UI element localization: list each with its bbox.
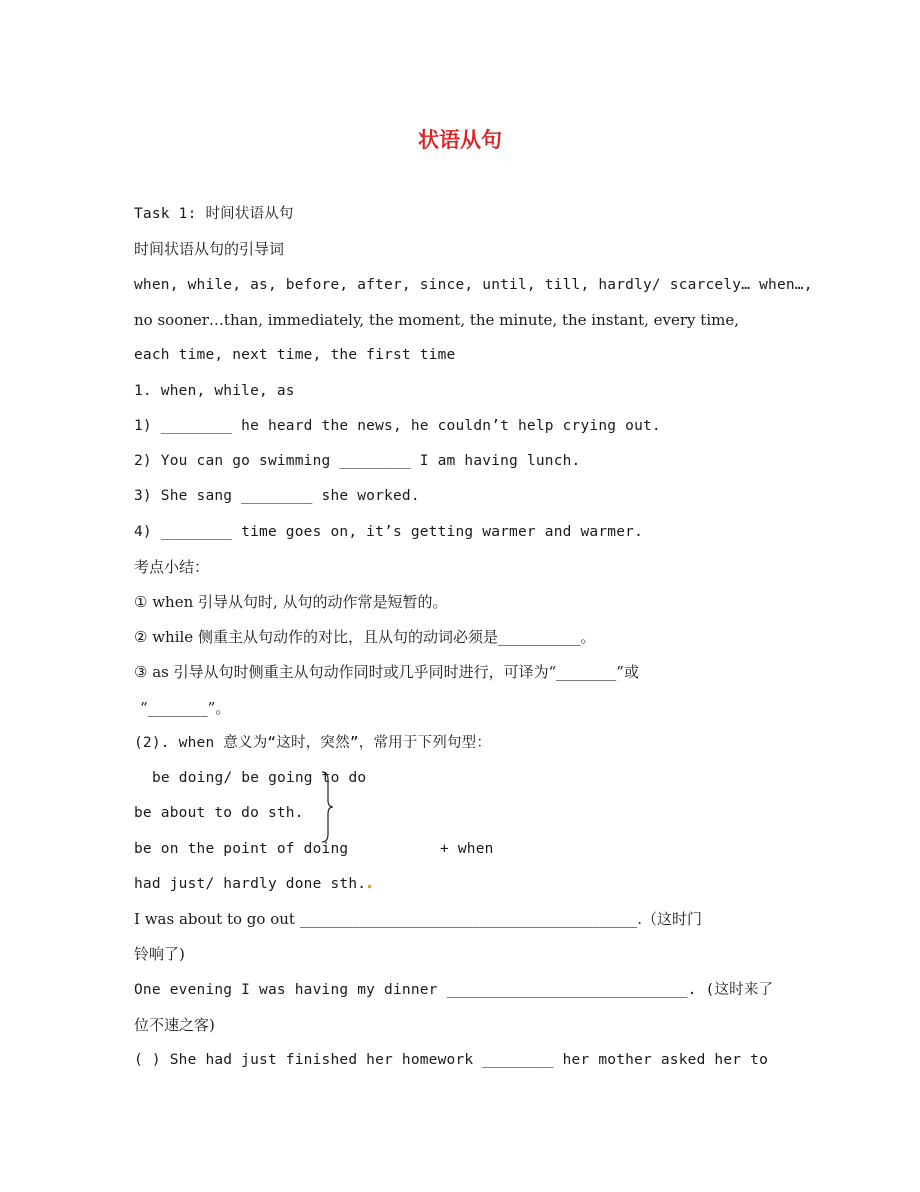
summary-item: ① when 引导从句时, 从句的动作常是短暂的。 <box>134 593 448 611</box>
translate-item: 位不速之客) <box>134 1016 215 1034</box>
exercise-item: 3) She sang ________ she worked. <box>134 488 420 504</box>
page-title: 状语从句 <box>418 128 502 152</box>
translate-item: One evening I was having my dinner ___________________________. (这时来了 <box>134 982 774 998</box>
summary-item: ② while 侧重主从句动作的对比，且从句的动词必须是___________。 <box>134 628 596 646</box>
exercise-item: 4) ________ time goes on, it’s getting warmer and warmer. <box>134 524 643 540</box>
summary-item: “________”。 <box>140 699 231 717</box>
section1-heading: 1. when, while, as <box>134 383 295 399</box>
conjunction-line: when, while, as, before, after, since, until, till, hardly/ scarcely… when…, <box>134 277 813 293</box>
plus-when: + when <box>440 841 494 857</box>
exercise-item: 2) You can go swimming ________ I am having lunch. <box>134 453 581 469</box>
conjunction-line: each time, next time, the first time <box>134 347 456 363</box>
brace-icon <box>318 770 334 844</box>
pattern-item: be about to do sth. <box>134 805 304 821</box>
pattern-item: be doing/ be going to do <box>152 770 367 786</box>
task-heading: Task 1: 时间状语从句 <box>134 206 294 222</box>
translate-item: I was about to go out _____________________________________________.（这时门 <box>134 910 702 928</box>
pattern-item: be on the point of doing <box>134 841 349 857</box>
section2-heading: (2). when 意义为“这时，突然”，常用于下列句型： <box>134 735 492 751</box>
summary-heading: 考点小结： <box>134 558 210 576</box>
translate-item: ( ) She had just finished her homework ________ her mother asked her to <box>134 1052 769 1068</box>
summary-item: ③ as 引导从句时侧重主从句动作同时或几乎同时进行，可译为“________”或 <box>134 663 639 681</box>
translate-item: 铃响了) <box>134 945 185 963</box>
intro-heading: 时间状语从句的引导词 <box>134 240 285 258</box>
pattern-item: had just/ hardly done sth. <box>134 874 371 894</box>
exercise-item: 1) ________ he heard the news, he couldn’t help crying out. <box>134 418 661 434</box>
conjunction-line: no sooner…than, immediately, the moment, the minute, the instant, every time, <box>134 311 739 329</box>
